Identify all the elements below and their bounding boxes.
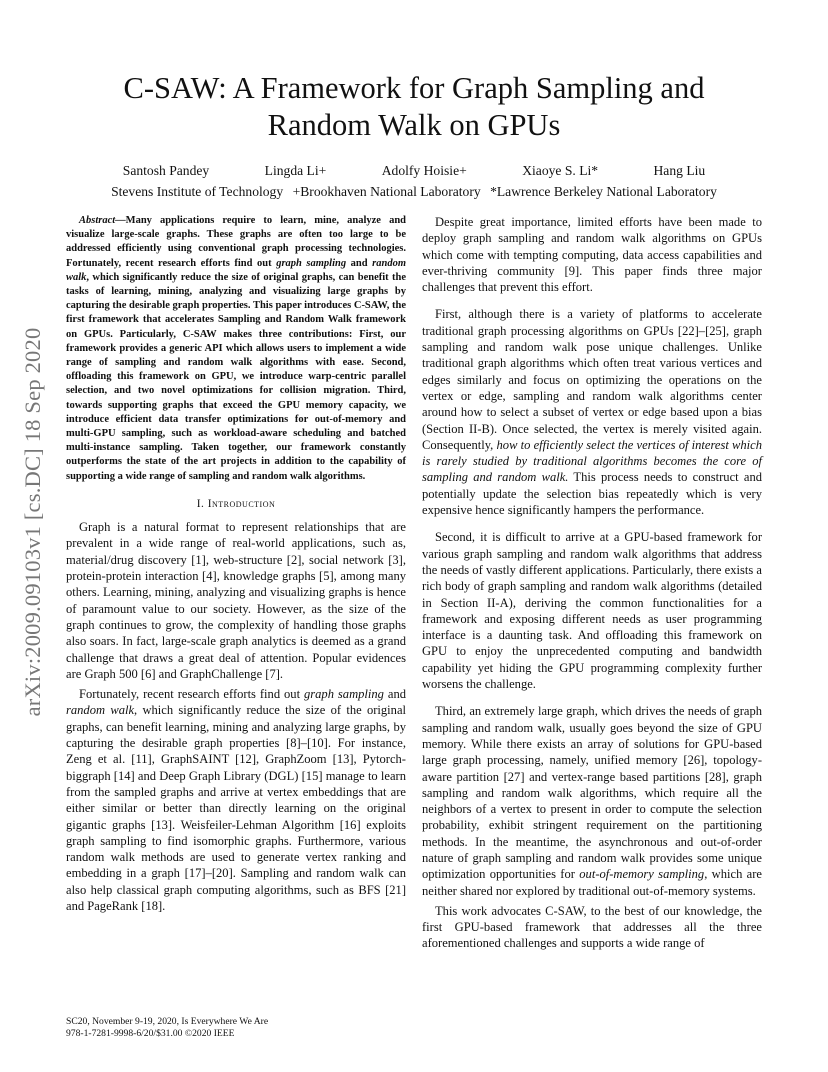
title-line-2: Random Walk on GPUs [267, 108, 561, 142]
arxiv-identifier-stamp [20, 284, 46, 760]
author-3: Adolfy Hoisie+ [381, 163, 467, 178]
abstract-text-1: —Many applications require to learn, mine, analyze and visualize large-scale graphs. These graphs are often too large to be addressed efficiently using conventional graph processing technologies. Fortunately, recent research efforts find out [66, 215, 406, 269]
author-5: Hang Liu [653, 163, 706, 178]
footer-line-1: SC20, November 9-19, 2020, Is Everywhere We Are [66, 1016, 269, 1027]
affiliation-1: Stevens Institute of Technology [111, 184, 284, 199]
arxiv-id-text: arXiv:2009.09103v1 [cs.DC] 18 Sep 2020 [20, 327, 45, 717]
affiliation-3: *Lawrence Berkeley National Laboratory [490, 184, 717, 199]
right-paragraph-3: Second, it is difficult to arrive at a GPU-based framework for various graph sampling and random walk algorithms that address the needs of vastly different applications. Particularly, there exists a rich body of graph sampling and random walk algorithms (detailed in Section II-A), deriving the common functionalities for a framework and exposing different needs as user programming interface is a daunting task. And offloading this framework on GPU to enjoy the unprecedented computing and bandwidth capability yet hiding the GPU programming complexity further worsens the challenge. [422, 530, 762, 692]
abstract [66, 214, 406, 484]
author-block [40, 161, 788, 202]
intro-p2-graph-sampling: graph sampling [304, 687, 384, 702]
abstract-and: and [346, 257, 373, 269]
right-p4-c: , which are neither shared nor explored by traditional out-of-memory systems. [422, 867, 762, 898]
left-column [66, 214, 406, 914]
abstract-random-walk: random walk [66, 257, 406, 283]
affiliation-2: +Brookhaven National Laboratory [292, 184, 481, 199]
right-paragraph-1: Despite great importance, limited efforts have been made to deploy graph sampling and random walk algorithms on GPUs which come with tempting computing, data access capabilities and ever-thriving community [9]. This paper finds three major challenges that prevent this effort. [422, 215, 762, 295]
section-heading-introduction: I. Introduction [196, 497, 276, 510]
author-affiliations [40, 182, 788, 202]
abstract-lead: Abstract [79, 215, 116, 226]
intro-p2-random-walk: random walk [66, 703, 135, 718]
abstract-text-2: , which significantly reduce the size of original graphs, can benefit the tasks of learning, mining, analyzing and visualizing large graphs by capturing the desirable graph properties. This paper introduces C-SAW, the first framework that accelerates Sampling and Random Walk framework on GPUs. Particularly, C-SAW makes three contributions: First, our framework provides a generic API which allows users to implement a wide range of sampling and random walk algorithms with ease. Second, offloading this framework on GPU, we introduce warp-centric parallel selection, and two novel optimizations for collision migration. Third, towards supporting graphs that exceed the GPU memory capacity, we introduce efficient data transfer optimizations for out-of-memory and multi-GPU sampling, such as workload-aware scheduling and batched multi-instance sampling. Taken together, our framework constantly outperforms the state of the art projects in addition to the capability of supporting a wide range of sampling and random walk algorithms. [66, 271, 406, 482]
right-p4-a: Third, an extremely large graph, which drives the needs of graph sampling and random walk, usually goes beyond the size of GPU memory. While there exists an array of solutions for GPU-based large graph processing, namely, unified memory [26], topology-aware partition [27] and vertex-range based partitions [28], graph sampling and random walk algorithms, which require all the neighbors of a vertex to present in order to compute the selection probability, exhibit stringent requirement on the partitioning methods. In the meantime, the asynchronous and out-of-order nature of graph sampling and random walk provides some unique optimization opportunities for [422, 704, 762, 882]
right-paragraph-2 [422, 306, 762, 518]
intro-p2-rest: , which significantly reduce the size of the original graphs, can benefit learning, mining and analyzing large graphs, by capturing the desirable graph properties [8]–[10]. For instance, Zeng et al. [11], GraphSAINT [12], GraphZoom [13], Pytorch-biggraph [14] and Deep Graph Library (DGL) [15] manage to learn from the sampled graphs and arrive at vertex embeddings that are either similar or better than directly learning on the original gigantic graphs [13]. Weisfeiler-Lehman Algorithm [16] exploits graph sampling to find isomorphic graphs. Furthermore, various random walk methods are used to generate vertex ranking and embedding in a graph [17]–[20]. Sampling and random walk can also help classical graph computing algorithms, such as BFS [21] and PageRank [18]. [66, 703, 406, 913]
author-2: Lingda Li+ [264, 163, 327, 178]
right-column [422, 214, 762, 952]
right-p4-emphasis: out-of-memory sampling [579, 867, 705, 882]
author-1: Santosh Pandey [122, 163, 210, 178]
conference-footer [66, 1016, 268, 1040]
footer-line-2: 978-1-7281-9998-6/20/$31.00 ©2020 IEEE [66, 1028, 235, 1039]
author-names [40, 161, 788, 181]
right-paragraph-4 [422, 703, 762, 899]
intro-p2-and: and [383, 687, 406, 702]
intro-p2-a: Fortunately, recent research efforts find out [79, 687, 304, 702]
intro-paragraph-2 [66, 686, 406, 914]
paper-title [60, 70, 768, 144]
right-p2-emphasis: how to efficiently select the vertices of interest which is rarely studied by traditional algorithms becomes the core of sampling and random walk. [422, 437, 762, 485]
intro-paragraph-1: Graph is a natural format to represent relationships that are prevalent in a wide range of real-world applications, such as, material/drug discovery [1], web-structure [2], social network [3], protein-protein interaction [4], knowledge graphs [5], among many others. Learning, mining, analyzing and visualizing graphs is hence of paramount value to our society. However, as the size of the graph continues to grow, the complexity of handling those graphs also soars. In fact, large-scale graph analytics is deemed as a grand challenge that draws a great deal of attention. Popular evidences are Graph 500 [6] and GraphChallenge [7]. [66, 520, 406, 681]
right-p2-a: First, although there is a variety of platforms to accelerate traditional graph processing algorithms on GPUs [22]–[25], graph sampling and random walk pose unique challenges. Unlike traditional graph algorithms which often treat various vertices and edges similarly and focus on optimizing the operations on the vertex or edge, sampling and random walk algorithms center around how to select a subset of vertex or edge based upon a bias (Section II-B). Once selected, the vertex is merely visited again. Consequently, [422, 307, 762, 452]
right-paragraph-5: This work advocates C-SAW, to the best of our knowledge, the first GPU-based framework that addresses all the three aforementioned challenges and supports a wide range of [422, 903, 762, 951]
title-line-1: C-SAW: A Framework for Graph Sampling and [123, 71, 705, 105]
right-p2-c: This process needs to construct and potentially update the selection bias repeatedly which is very expensive hence significantly hampers the performance. [422, 470, 762, 518]
abstract-graph-sampling: graph sampling [276, 257, 347, 269]
author-4: Xiaoye S. Li* [522, 163, 599, 178]
